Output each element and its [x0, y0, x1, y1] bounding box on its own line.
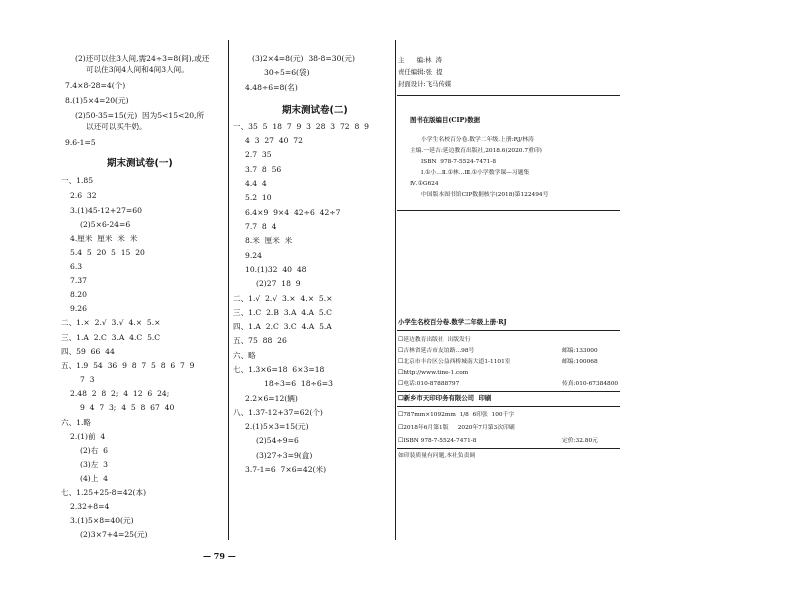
answer-line: 5.2 10	[245, 193, 272, 202]
cip-line: Ⅰ.①小…Ⅱ.①林…Ⅲ.①小学数学课—习题集	[421, 170, 530, 176]
answer-line: 七、1.3×6=18 6×3=18	[233, 365, 325, 374]
answer-line: 四、59 66 44	[61, 347, 115, 356]
answer-line: 9.6-1=5	[65, 138, 96, 147]
answer-line: (2)27 18 9	[256, 279, 301, 288]
cip-line: ISBN 978-7-5524-7471-8	[421, 159, 497, 165]
answer-line: (4)上 4	[80, 474, 109, 483]
answer-line: 六、略	[233, 351, 256, 360]
cip-line: 中国版本图书馆CIP数据核字(2018)第122494号	[421, 192, 549, 198]
answer-line: 4.厘米 厘米 米 米	[70, 234, 138, 243]
answer-line: 8.米 厘米 米	[245, 236, 293, 245]
publisher-row: ☐吉林省延吉市友谊路…98号	[398, 348, 475, 354]
divider	[397, 210, 620, 211]
answer-line: 3.7-1=6 7×6=42(米)	[245, 465, 327, 474]
divider	[397, 330, 620, 331]
section-heading: 期末测试卷(二)	[282, 105, 348, 116]
divider	[397, 391, 620, 392]
answer-line: 3.7 8 56	[245, 165, 282, 174]
spec-row-right: 定价:32.80元	[562, 438, 598, 444]
answer-line: 五、1.9 54 36 9 8 7 5 8 6 7 9	[61, 361, 195, 370]
book-title: 小学生名校百分卷.数学二年级上册·RJ	[398, 318, 507, 326]
credit-line: 封面设计:飞马传媒	[398, 80, 452, 88]
answer-line: 四、1.A 2.C 3.C 4.A 5.A	[233, 322, 332, 331]
answer-line: 二、1.× 2.√ 3.√ 4.× 5.×	[61, 318, 161, 327]
answer-line: 9.24	[245, 251, 262, 260]
spec-row: ☐2018年6月第1版 2020年7月第3次印刷	[398, 425, 515, 431]
answer-line: (3)2×4=8(元) 38-8=30(元)	[252, 54, 355, 63]
answer-line: (2)54÷9=6	[256, 436, 299, 445]
cip-line: Ⅳ.①G624	[410, 181, 439, 187]
answer-line: 三、1.A 2.C 3.A 4.C 5.C	[61, 333, 161, 342]
answer-line: 9 4 7 3; 4 5 8 67 40	[80, 403, 175, 412]
answer-line: 3.(1)5×8=40(元)	[70, 516, 134, 525]
divider	[397, 448, 620, 449]
cip-title: 图书在版编目(CIP)数据	[410, 116, 481, 124]
cip-line: 主编.一延吉:延边教育出版社,2018.6(2020.7重印)	[410, 148, 542, 154]
answer-line: (2)50-35=15(元) 因为5<15<20,所	[75, 111, 205, 120]
answer-line: 5.4 5 20 5 15 20	[70, 248, 145, 257]
publisher-row: ☐http://www.tine-1.com	[398, 370, 469, 376]
publisher-row-right: 邮编:133000	[562, 348, 598, 354]
answer-line: 6.4×9 9×4 42÷6 42÷7	[245, 208, 341, 217]
answer-line: 7.37	[70, 276, 87, 285]
printer-line: ☐新乡市天印印务有限公司 印刷	[398, 394, 492, 402]
publisher-row: ☐延边教育出版社 出版发行	[398, 337, 471, 343]
column-divider-left	[228, 40, 229, 540]
answer-line: (2)还可以住3人间,需24÷3=8(间),或还	[75, 54, 210, 63]
answer-line: 七、1.25+25-8=42(本)	[61, 488, 147, 497]
answer-line: 9.26	[70, 304, 87, 313]
divider	[397, 95, 620, 96]
answer-line: 10.(1)32 40 48	[245, 265, 307, 274]
answer-line: 可以住3间4人间和4间3人间。	[86, 65, 189, 74]
publisher-row-right: 传真:010-67384800	[562, 381, 619, 387]
answer-line: 8.20	[70, 290, 87, 299]
answer-line: 2.48 2 8 2; 4 12 6 24;	[70, 389, 170, 398]
answer-line: (2)5×6-24=6	[80, 220, 131, 229]
answer-line: 2.(1)前 4	[70, 432, 106, 441]
answer-line: 3.(1)45-12+27=60	[70, 206, 142, 215]
cip-line: 小学生名校百分卷.数学二年级.上册:RJ/林涛	[421, 137, 534, 143]
answer-line: 以还可以买牛奶。	[86, 122, 147, 131]
answer-line: 4 3 27 40 72	[245, 136, 303, 145]
publisher-row-right: 邮编:100068	[562, 359, 598, 365]
answer-line: 4.48÷6=8(名)	[245, 83, 298, 92]
answer-line: (3)27÷3=9(盒)	[256, 451, 313, 460]
answer-line: 8.(1)5×4=20(元)	[65, 96, 129, 105]
publisher-row: ☐电话:010-87888797	[398, 381, 460, 387]
answer-line: 2.6 32	[70, 191, 97, 200]
answer-line: 4.4 4	[245, 179, 267, 188]
answer-line: 7.4×8-28=4(个)	[65, 81, 126, 90]
footer-note: 如印装质量有问题,本社负责调	[398, 453, 476, 459]
answer-line: 一、35 5 18 7 9 3 28 3 72 8 9	[233, 122, 369, 131]
answer-line: (2)3×7+4=25(元)	[80, 530, 148, 539]
answer-line: 18÷3=6 18÷6=3	[264, 379, 333, 388]
answer-line: 二、1.√ 2.√ 3.× 4.× 5.×	[233, 294, 333, 303]
answer-line: 2.(1)5×3=15(元)	[245, 422, 309, 431]
answer-line: 一、1.85	[61, 176, 94, 185]
answer-line: 7.7 8 4	[245, 222, 277, 231]
answer-line: 6.3	[70, 262, 83, 271]
answer-line: (3)左 3	[80, 460, 109, 469]
answer-line: 2.32+8=4	[70, 502, 110, 511]
publisher-row: ☐北京市丰台区公益西桥城南大道1-1101室	[398, 359, 511, 365]
answer-line: 2.7 35	[245, 150, 272, 159]
spec-row: ☐ISBN 978-7-5524-7471-8	[398, 438, 477, 444]
page-number: — 79 —	[203, 551, 236, 561]
answer-line: 三、1.C 2.B 3.A 4.A 5.C	[233, 308, 332, 317]
credit-line: 主 编:林 涛	[398, 56, 442, 64]
answer-line: 7 3	[80, 375, 95, 384]
column-divider-right	[395, 40, 396, 540]
answer-line: 30÷5=6(袋)	[264, 68, 310, 77]
spec-row: ☐787mm×1092mm 1/8 6印张 100千字	[398, 412, 515, 418]
answer-line: 2.2×6=12(辆)	[245, 394, 298, 403]
divider	[397, 406, 620, 407]
answer-line: (2)右 6	[80, 446, 109, 455]
answer-line: 五、75 88 26	[233, 336, 287, 345]
answer-line: 八、1.37-12+37=62(个)	[233, 408, 323, 417]
credit-line: 责任编辑:张 提	[398, 68, 443, 76]
answer-line: 六、1.略	[61, 418, 92, 427]
section-heading: 期末测试卷(一)	[107, 158, 173, 169]
